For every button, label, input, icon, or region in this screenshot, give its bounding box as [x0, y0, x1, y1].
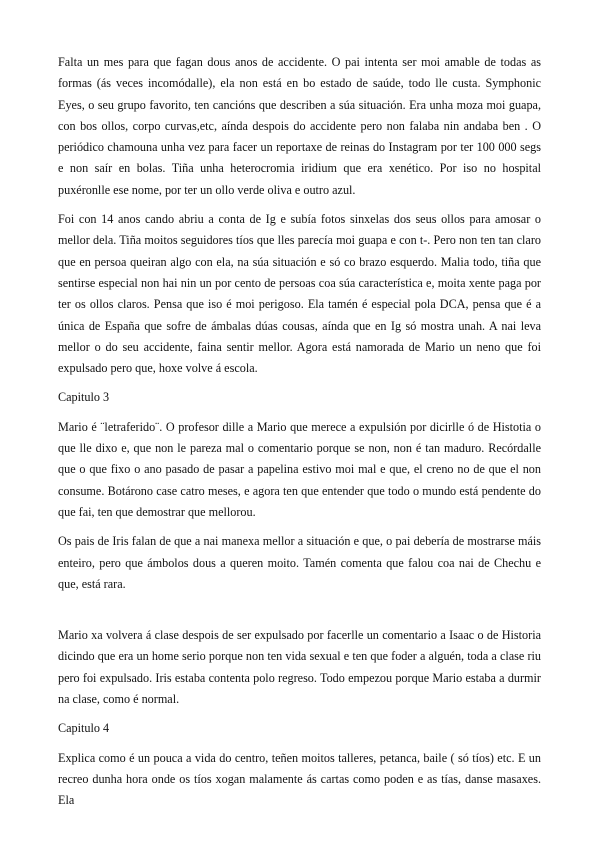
paragraph: Explica como é un pouca a vida do centro, teñen moitos talleres, petanca, baile ( só tíos) etc. E un recreo dunha hora onde os tíos xogan malamente ás cartas como poden e as tías, danse masaxes. Ela: [58, 750, 541, 808]
blank-line: [58, 603, 541, 625]
paragraph: Mario xa volvera á clase despois de ser expulsado por facerlle un comentario a Isaac o de Historia dicindo que era un home serio porque non ten vida sexual e ten que foder a alguén, toda a clase riu pero foi expulsado. Iris estaba contenta polo regreso. Todo empezou porque Mario estaba a durmir na clase, como é normal.: [58, 628, 541, 707]
chapter-heading: Capitulo 3: [58, 390, 110, 405]
chapter-heading: Capitulo 4: [58, 721, 110, 736]
paragraph: Mario é ¨letraferido¨. O profesor dille a Mario que merece a expulsión por dicirlle ó de Histotia o que lle dixo e, que non le pareza mal o comentario porque se non, non é tan maduro. Recórdalle que o que fixo o ano pasado de pasar a papelina estivo moi mal e que, el creno no de que el non consume. Botárono case catro meses, e agora ten que entender que todo o mundo está pendente do que fai, ten que demostrar que mellorou.: [58, 419, 541, 519]
paragraph: Os pais de Iris falan de que a nai manexa mellor a situación e que, o pai debería de mostrarse máis enteiro, pero que ámbolos dous a queren moito. Tamén comenta que falou coa nai de Chechu e que, está rara.: [58, 534, 541, 591]
paragraph: Falta un mes para que fagan dous anos de accidente. O pai intenta ser moi amable de todas as formas (ás veces incomódalle), ela non está en bo estado de saúde, todo lle custa. Symphonic Eyes, o seu grupo favorito, ten cancións que describen a súa situación. Era unha moza moi guapa, con bos ollos, corpo curvas,etc, aínda despois do accidente pero non falaba nin andaba ben . O periódico chamouna unha vez para facer un reportaxe de reinas do Instagram por ter 100 000 segs e non saír en bolas. Tiña unha heterocromia iridium que era xenético. Por iso no hospital puxéronlle ese nome, por ter un ollo verde oliva e outro azul.: [58, 55, 541, 197]
paragraph: Foi con 14 anos cando abriu a conta de Ig e subía fotos sinxelas dos seus ollos para amosar o mellor dela. Tiña moitos seguidores tíos que lles parecía moi guapa e con t-. Pero non ten tan claro que en persoa queiran algo con ela, na súa situación e só co brazo esquerdo. Malia todo, tiña que sentirse especial non hai nin un por cento de persoas coa súa característica e, moita xente paga por ter os ollos claros. Pensa que iso é moi perigoso. Ela tamén é especial pola DCA, pensa que é a única de España que sofre de ámbalas dúas cousas, aínda que en Ig só mostra unah. A nai leva mellor o do seu accidente, faina sentir mellor. Agora está namorada de Mario un neno que foi expulsado pero que, hoxe volve á escola.: [58, 212, 541, 376]
